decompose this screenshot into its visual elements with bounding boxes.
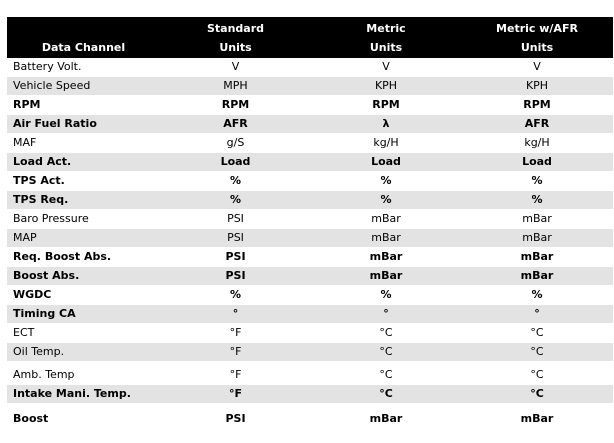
cell-metric: °C [311,385,461,404]
table-row [7,134,613,153]
cell-metric: °C [311,362,461,385]
cell-channel: Req. Boost Abs. [7,248,160,267]
units-table [7,17,613,431]
cell-standard: % [160,286,311,305]
cell-metric: mBar [311,210,461,229]
cell-metric: % [311,191,461,210]
header-standard-units [160,17,311,58]
cell-metric-afr: % [461,191,613,210]
cell-standard: ° [160,305,311,324]
cell-metric: V [311,58,461,77]
cell-metric-afr: V [461,58,613,77]
cell-standard: % [160,172,311,191]
table-row [7,267,613,286]
cell-channel: TPS Req. [7,191,160,210]
cell-standard: PSI [160,248,311,267]
table-row [7,58,613,77]
table-row [7,172,613,191]
header-metric-afr-line1: Metric w/AFR [496,22,578,35]
cell-channel: ECT [7,324,160,343]
cell-metric-afr: % [461,286,613,305]
header-metric-line2: Units [369,41,403,54]
table-row [7,191,613,210]
cell-channel: Boost [7,404,160,431]
table-body [7,58,613,431]
cell-standard: MPH [160,77,311,96]
cell-standard: °F [160,343,311,362]
cell-metric: mBar [311,267,461,286]
table-row [7,96,613,115]
table-row [7,404,613,431]
units-table-container [7,17,613,431]
cell-channel: Vehicle Speed [7,77,160,96]
table-row [7,115,613,134]
cell-channel: TPS Act. [7,172,160,191]
cell-metric-afr: AFR [461,115,613,134]
cell-channel: Amb. Temp [7,362,160,385]
cell-standard: Load [160,153,311,172]
table-row [7,229,613,248]
table-row [7,305,613,324]
cell-metric: ° [311,305,461,324]
header-metric-afr-line2: Units [520,41,554,54]
cell-channel: Battery Volt. [7,58,160,77]
cell-standard: g/S [160,134,311,153]
cell-channel: Timing CA [7,305,160,324]
cell-metric-afr: °C [461,343,613,362]
cell-metric-afr: ° [461,305,613,324]
cell-metric: λ [311,115,461,134]
cell-channel: Intake Mani. Temp. [7,385,160,404]
cell-metric-afr: mBar [461,210,613,229]
cell-channel: RPM [7,96,160,115]
table-row [7,77,613,96]
table-header [7,17,613,58]
cell-standard: PSI [160,229,311,248]
cell-metric-afr: mBar [461,267,613,286]
cell-standard: °F [160,324,311,343]
cell-metric: °C [311,343,461,362]
cell-metric: kg/H [311,134,461,153]
cell-metric-afr: kg/H [461,134,613,153]
cell-metric-afr: Load [461,153,613,172]
cell-metric-afr: mBar [461,248,613,267]
header-metric-units [311,17,461,58]
cell-metric: mBar [311,248,461,267]
cell-metric: °C [311,324,461,343]
cell-standard: PSI [160,267,311,286]
header-standard-line2: Units [219,41,252,54]
cell-standard: V [160,58,311,77]
cell-channel: Air Fuel Ratio [7,115,160,134]
table-row [7,286,613,305]
table-row [7,324,613,343]
cell-channel: Load Act. [7,153,160,172]
cell-metric-afr: °C [461,362,613,385]
cell-metric-afr: °C [461,324,613,343]
cell-metric: mBar [311,404,461,431]
cell-metric-afr: mBar [461,404,613,431]
header-data-channel: Data Channel [7,17,160,58]
cell-channel: MAP [7,229,160,248]
header-metric-afr-units [461,17,613,58]
cell-metric-afr: °C [461,385,613,404]
cell-channel: Oil Temp. [7,343,160,362]
cell-metric: KPH [311,77,461,96]
cell-metric-afr: RPM [461,96,613,115]
cell-metric-afr: % [461,172,613,191]
cell-channel: MAF [7,134,160,153]
cell-standard: % [160,191,311,210]
cell-standard: °F [160,385,311,404]
cell-metric: Load [311,153,461,172]
table-row [7,248,613,267]
cell-metric: RPM [311,96,461,115]
table-row [7,343,613,362]
header-standard-line1: Standard [206,22,265,35]
cell-metric: mBar [311,229,461,248]
table-row [7,385,613,404]
cell-metric-afr: KPH [461,77,613,96]
cell-channel: Baro Pressure [7,210,160,229]
table-row [7,210,613,229]
cell-channel: WGDC [7,286,160,305]
table-row [7,362,613,385]
cell-standard: PSI [160,210,311,229]
cell-standard: PSI [160,404,311,431]
table-row [7,153,613,172]
cell-standard: °F [160,362,311,385]
cell-standard: AFR [160,115,311,134]
cell-channel: Boost Abs. [7,267,160,286]
header-metric-line1: Metric [366,22,406,35]
cell-standard: RPM [160,96,311,115]
cell-metric-afr: mBar [461,229,613,248]
cell-metric: % [311,172,461,191]
cell-metric: % [311,286,461,305]
